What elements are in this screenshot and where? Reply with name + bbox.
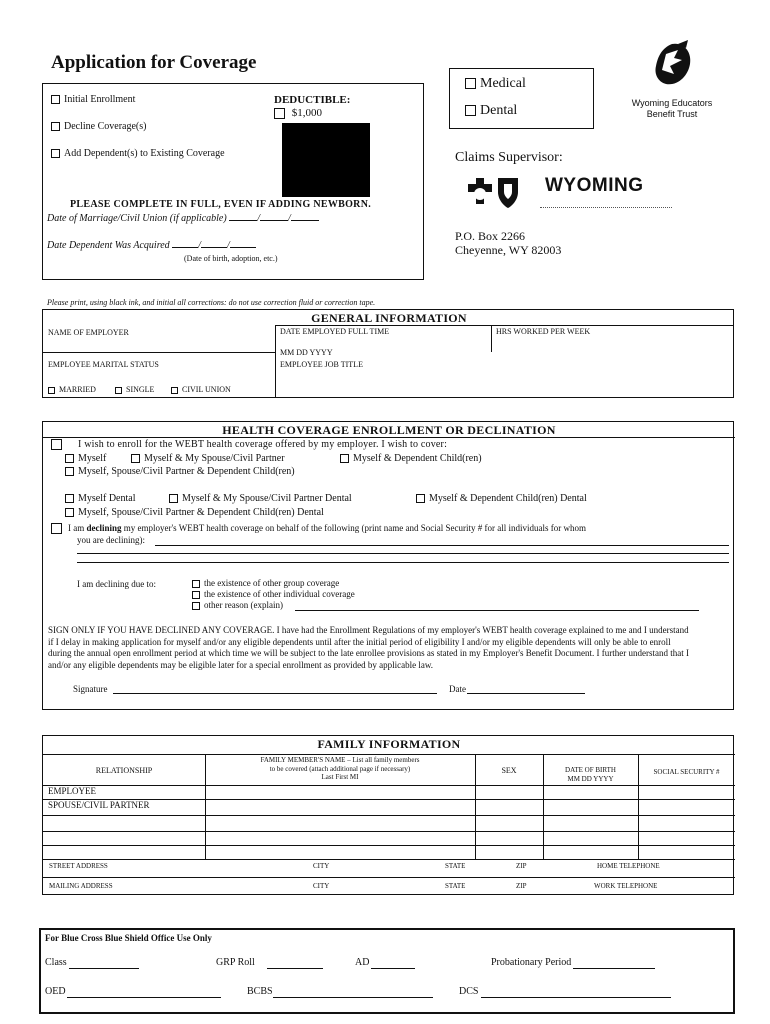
medical-spouse-option[interactable]: Myself & My Spouse/Civil Partner <box>131 453 285 464</box>
checkbox[interactable] <box>465 105 476 116</box>
date-format-label: MM DD YYYY <box>280 348 333 357</box>
checkbox[interactable] <box>192 602 200 610</box>
oed-label: OED <box>45 986 66 997</box>
probationary-field[interactable] <box>573 968 655 969</box>
street-address-label: STREET ADDRESS <box>49 862 108 870</box>
checkbox[interactable] <box>65 454 74 463</box>
deductible-option[interactable]: $1,000 <box>274 107 322 119</box>
checkbox[interactable] <box>171 387 178 394</box>
city-label-2: CITY <box>313 882 330 890</box>
dcs-field[interactable] <box>481 997 671 998</box>
medical-family-option[interactable]: Myself, Spouse/Civil Partner & Dependent Child(ren) <box>65 466 295 477</box>
col-relationship: RELATIONSHIP <box>95 766 153 775</box>
col-sex: SEX <box>501 766 517 775</box>
date-dependent-label: Date Dependent Was Acquired / / <box>47 240 256 251</box>
checkbox[interactable] <box>51 95 60 104</box>
hrs-worked-label: HRS WORKED PER WEEK <box>496 327 591 336</box>
org-name: Wyoming Educators <box>631 98 713 108</box>
decline-text-line2: you are declining): <box>77 535 145 545</box>
declining-due-label: I am declining due to: <box>77 579 156 589</box>
ad-label: AD <box>355 957 370 968</box>
ad-field[interactable] <box>371 968 415 969</box>
grp-roll-field[interactable] <box>267 968 323 969</box>
checkbox[interactable] <box>274 108 285 119</box>
grp-roll-label: GRP Roll <box>216 957 255 968</box>
signature-label: Signature <box>73 684 108 694</box>
address-line-1: P.O. Box 2266 <box>455 229 526 243</box>
home-telephone-label: HOME TELEPHONE <box>597 862 660 870</box>
checkbox[interactable] <box>340 454 349 463</box>
marital-status-label: EMPLOYEE MARITAL STATUS <box>48 360 159 369</box>
dental-spouse-option[interactable]: Myself & My Spouse/Civil Partner Dental <box>169 493 352 504</box>
row-spouse: SPOUSE/CIVIL PARTNER <box>48 800 150 810</box>
job-title-label: EMPLOYEE JOB TITLE <box>280 360 363 369</box>
redaction-block <box>282 123 370 197</box>
webt-logo-icon <box>648 40 696 92</box>
add-dependent-option[interactable]: Add Dependent(s) to Existing Coverage <box>51 148 225 159</box>
reason-other-option[interactable]: other reason (explain) <box>192 600 283 610</box>
class-label: Class <box>45 957 67 968</box>
checkbox[interactable] <box>51 439 62 450</box>
work-telephone-label: WORK TELEPHONE <box>594 882 658 890</box>
mailing-address-label: MAILING ADDRESS <box>49 882 113 890</box>
checkbox[interactable] <box>51 523 62 534</box>
sign-declaration-text: SIGN ONLY IF YOU HAVE DECLINED ANY COVERAGE. I have had the Enrollment Regulations of my employer's WEBT health coverage explained to me and I understand if I delay in making application for myself and/or any eligible dependents until after the initial period of eligibility I and/or my eligible dependents will only be able to enroll during the annual open enrollment period at which time we will be subject to the late enrollee provisions as stated in my Employer's Benefit Document. I further understand that I and/or any eligible dependents may be eligible later for a special enrollment as provided by applicable law. <box>48 625 689 670</box>
row-employee: EMPLOYEE <box>48 786 96 796</box>
date-employed-label: DATE EMPLOYED FULL TIME <box>280 327 390 336</box>
checkbox[interactable] <box>192 591 200 599</box>
zip-label: ZIP <box>516 862 527 870</box>
marital-married-option[interactable]: MARRIED <box>48 385 96 394</box>
name-employer-label: NAME OF EMPLOYER <box>48 328 129 337</box>
state-label: STATE <box>445 862 466 870</box>
medical-dependent-option[interactable]: Myself & Dependent Child(ren) <box>340 453 482 464</box>
oed-field[interactable] <box>67 997 221 998</box>
bcbs-wordmark: WYOMING <box>545 175 644 196</box>
deductible-label: DEDUCTIBLE: <box>274 94 351 106</box>
instructions-text: Please print, using black ink, and initial all corrections: do not use correction fluid or correction tape. <box>47 298 376 307</box>
dental-family-option[interactable]: Myself, Spouse/Civil Partner & Dependent Child(ren) Dental <box>65 507 324 518</box>
general-info-box <box>42 309 734 398</box>
col-member-name: FAMILY MEMBER'S NAME – List all family members to be covered (attach additional page if necessary) Last First MI <box>260 756 420 781</box>
decline-coverage-option[interactable]: Decline Coverage(s) <box>51 121 146 132</box>
bcbs-logo-icon <box>460 176 522 210</box>
checkbox[interactable] <box>169 494 178 503</box>
family-info-title: FAMILY INFORMATION <box>317 737 461 751</box>
probationary-label: Probationary Period <box>491 957 572 968</box>
checkbox[interactable] <box>416 494 425 503</box>
checkbox[interactable] <box>51 149 60 158</box>
enroll-option[interactable]: I wish to enroll for the WEBT health coverage offered by my employer. I wish to cover: <box>51 439 447 450</box>
initial-enrollment-option[interactable]: Initial Enrollment <box>51 94 135 105</box>
org-name-line2: Benefit Trust <box>646 109 698 119</box>
class-field[interactable] <box>69 968 139 969</box>
medical-option[interactable]: Medical <box>465 76 526 92</box>
office-use-box <box>39 928 735 1014</box>
marital-civil-union-option[interactable]: CIVIL UNION <box>171 385 231 394</box>
checkbox[interactable] <box>51 122 60 131</box>
general-info-title: GENERAL INFORMATION <box>311 311 467 325</box>
medical-myself-option[interactable]: Myself <box>65 453 106 464</box>
date-label: Date <box>449 684 466 694</box>
checkbox[interactable] <box>131 454 140 463</box>
bcbs-label: BCBS <box>247 986 273 997</box>
col-dob: DATE OF BIRTH MM DD YYYY <box>565 766 616 783</box>
date-marriage-label: Date of Marriage/Civil Union (if applicable) / / <box>47 213 319 224</box>
zip-label-2: ZIP <box>516 882 527 890</box>
checkbox[interactable] <box>65 494 74 503</box>
decline-option[interactable]: I am declining my employer's WEBT health coverage on behalf of the following (print name and Social Security # for all individuals for whom <box>51 523 731 534</box>
please-complete-notice: PLEASE COMPLETE IN FULL, EVEN IF ADDING NEWBORN. <box>70 199 372 210</box>
health-coverage-box <box>42 421 734 710</box>
col-ssn: SOCIAL SECURITY # <box>653 768 720 776</box>
page-title: Application for Coverage <box>51 52 257 73</box>
bcbs-field[interactable] <box>273 997 433 998</box>
checkbox[interactable] <box>115 387 122 394</box>
checkbox[interactable] <box>65 508 74 517</box>
marital-single-option[interactable]: SINGLE <box>115 385 154 394</box>
reason-individual-option[interactable]: the existence of other individual coverage <box>192 589 355 599</box>
state-label-2: STATE <box>445 882 466 890</box>
family-info-box <box>42 735 734 895</box>
checkbox[interactable] <box>192 580 200 588</box>
date-dependent-note: (Date of birth, adoption, etc.) <box>184 254 278 263</box>
dental-option[interactable]: Dental <box>465 103 517 119</box>
health-coverage-title: HEALTH COVERAGE ENROLLMENT OR DECLINATION <box>222 423 556 437</box>
checkbox[interactable] <box>48 387 55 394</box>
office-use-title: For Blue Cross Blue Shield Office Use Only <box>45 933 212 943</box>
dcs-label: DCS <box>459 986 479 997</box>
wordmark-underline <box>540 207 672 208</box>
dental-dependent-option[interactable]: Myself & Dependent Child(ren) Dental <box>416 493 587 504</box>
reason-group-option[interactable]: the existence of other group coverage <box>192 578 339 588</box>
checkbox[interactable] <box>65 467 74 476</box>
address-line-2: Cheyenne, WY 82003 <box>455 243 562 257</box>
claims-supervisor-label: Claims Supervisor: <box>455 150 563 165</box>
dental-myself-option[interactable]: Myself Dental <box>65 493 136 504</box>
signature-field[interactable] <box>113 693 437 694</box>
checkbox[interactable] <box>465 78 476 89</box>
signature-date-field[interactable] <box>467 693 585 694</box>
city-label: CITY <box>313 862 330 870</box>
